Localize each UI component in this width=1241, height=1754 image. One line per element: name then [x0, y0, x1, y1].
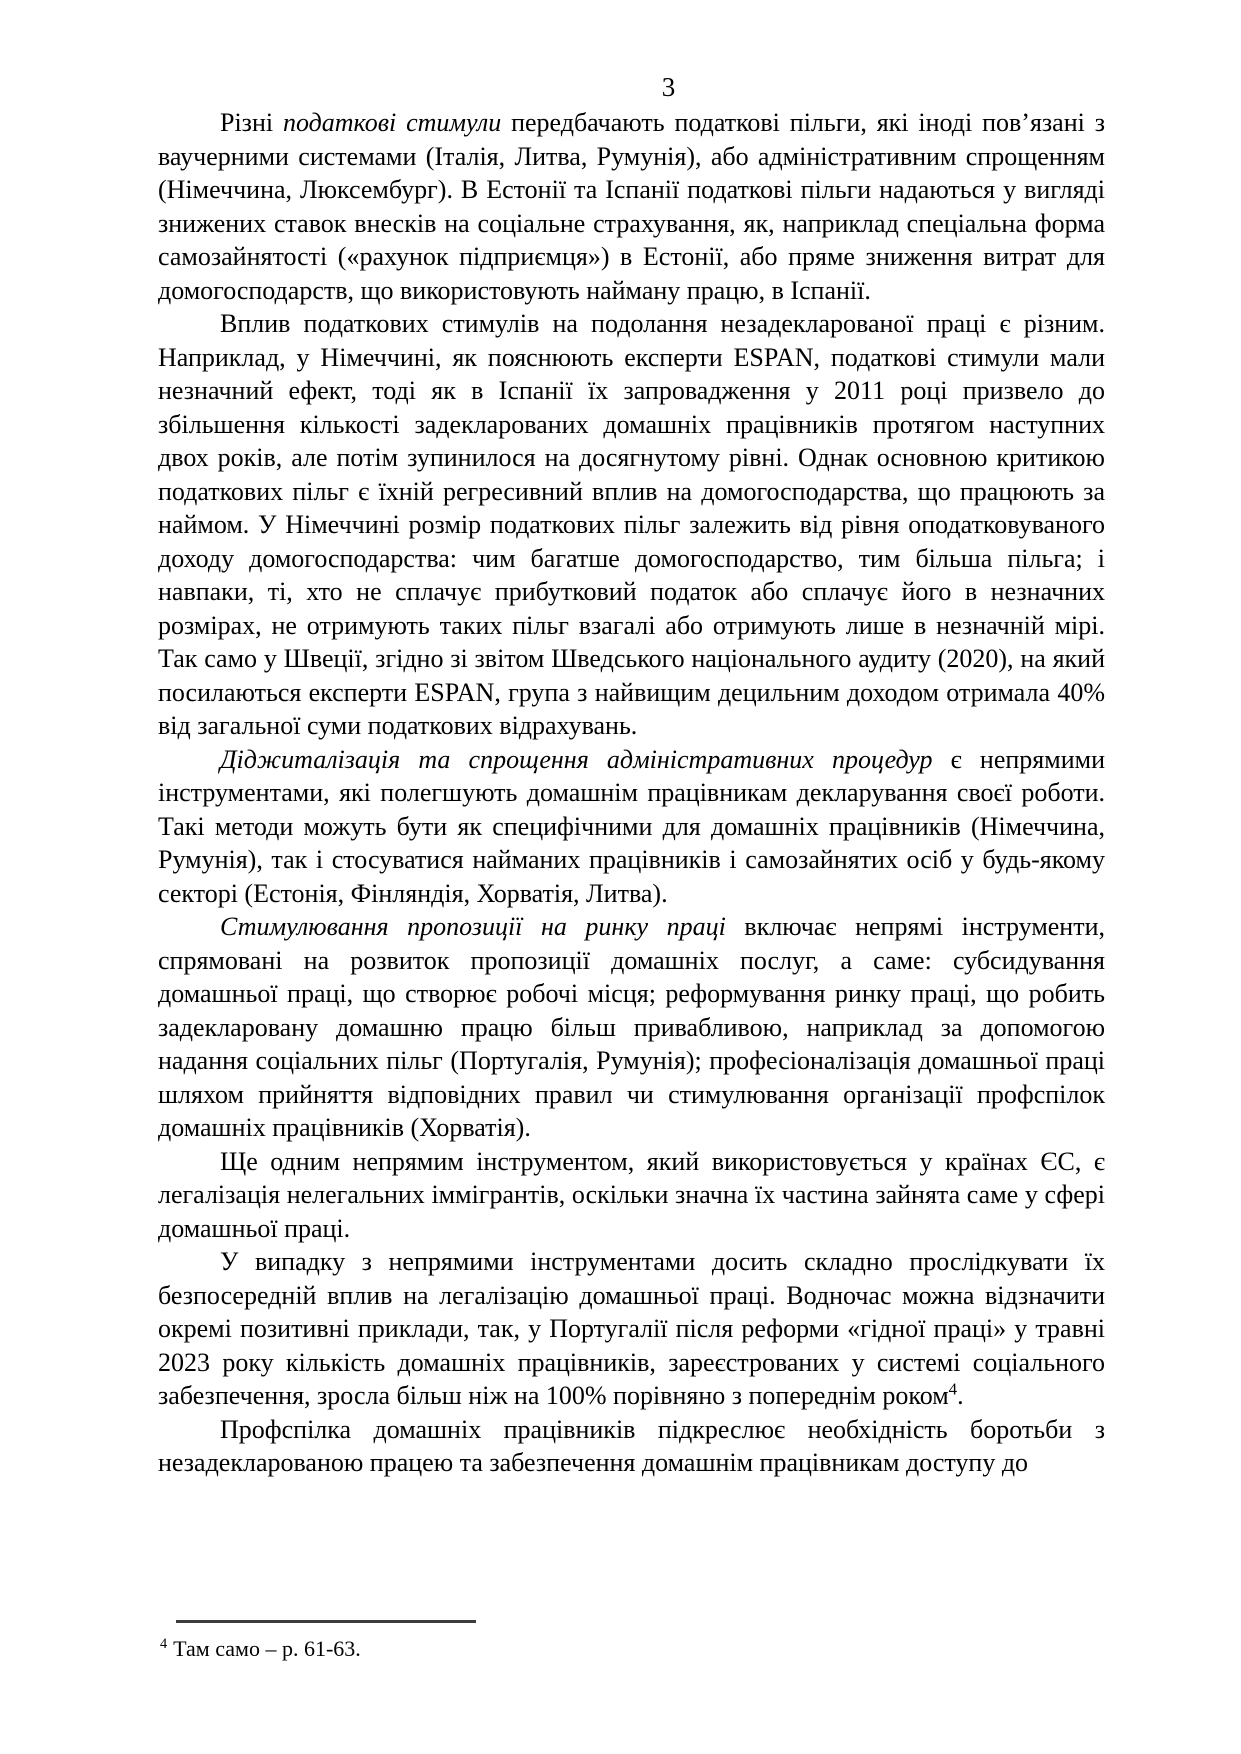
- emphasis-text: податкові стимули: [282, 108, 502, 137]
- footnote-separator: [176, 1620, 476, 1623]
- text-run: Ще одним непрямим інструментом, який використовується у країнах ЄС, є легалізація нелегальних іммігрантів, оскільки значна їх частина зайнята саме у сфері домашньої праці.: [158, 1146, 1105, 1243]
- document-body: [158, 106, 1105, 1480]
- text-run: є непрямими інструментами, які полегшують домашнім працівникам декларування своєї роботи. Такі методи можуть бути як специфічними для домашніх працівників (Німеччина, Румунія), так і стосуватися найманих працівників і самозайнятих осіб у будь-якому секторі (Естонія, Фінляндія, Хорватія, Литва).: [158, 744, 1105, 908]
- footnote-marker: 4: [160, 1635, 168, 1652]
- text-run: У випадку з непрямими інструментами досить складно прослідкувати їх безпосередній вплив на легалізацію домашньої праці. Водночас можна відзначити окремі позитивні приклади, так, у Португалії після реформи «гідної праці» у травні 2023 року кількість домашніх працівників, зареєстрованих у системі соціального забезпечення, зросла більш ніж на 100% порівняно з попереднім роком: [158, 1247, 1105, 1410]
- paragraph: [158, 1413, 1105, 1480]
- footnote-reference: 4: [948, 1379, 958, 1399]
- text-run: Різні: [220, 108, 283, 137]
- paragraph: [158, 910, 1105, 1145]
- footnote: [160, 1635, 1105, 1663]
- paragraph: [158, 106, 1105, 307]
- emphasis-text: Стимулювання пропозиції на ринку праці: [220, 912, 726, 941]
- paragraph: [158, 1145, 1105, 1246]
- footnote-text: Там само – p. 61-63.: [173, 1636, 361, 1661]
- text-run: Профспілка домашніх працівників підкреслює необхідність боротьби з незадекларованою працею та забезпечення домашнім працівникам доступу до: [158, 1414, 1105, 1477]
- footnote-area: [158, 1612, 1105, 1663]
- page-number: 3: [661, 72, 676, 102]
- paragraph: [158, 1245, 1105, 1413]
- text-run: передбачають податкові пільги, які іноді пов’язані з ваучерними системами (Італія, Литва, Румунія), або адміністративним спрощенням (Німеччина, Люксембург). В Естонії та Іспанії податкові пільги надаються у вигляді знижених ставок внесків на соціальне страхування, як, наприклад спеціальна форма самозайнятості («рахунок підприємця») в Естонії, або пряме зниження витрат для домогосподарств, що використовують найману працю, в Іспанії.: [158, 108, 1105, 305]
- text-run: .: [957, 1381, 964, 1410]
- paragraph: [158, 743, 1105, 911]
- text-run: Вплив податкових стимулів на подолання незадекларованої праці є різним. Наприклад, у Німеччині, як пояснюють експерти ESPAN, податкові стимули мали незначний ефект, тоді як в Іспанії їх запровадження у 2011 році призвело до збільшення кількості задекларованих домашніх працівників протягом наступних двох років, але потім зупинилося на досягнутому рівні. Однак основною критикою податкових пільг є їхній регресивний вплив на домогосподарства, що працюють за наймом. У Німеччині розмір податкових пільг залежить від рівня оподатковуваного доходу домогосподарства: чим багатше домогосподарство, тим більша пільга; і навпаки, ті, хто не сплачує прибутковий податок або сплачує його в незначних розмірах, не отримують таких пільг взагалі або отримують лише в незначній мірі. Так само у Швеції, згідно зі звітом Шведського національного аудиту (2020), на який посилаються експерти ESPAN, група з найвищим децильним доходом отримала 40% від загальної суми податкових відрахувань.: [158, 309, 1105, 740]
- emphasis-text: Діджиталізація та спрощення адміністративних процедур: [220, 744, 933, 774]
- paragraph: [158, 307, 1105, 743]
- text-run: включає непрямі інструменти, спрямовані на розвиток пропозиції домашніх послуг, а саме: субсидування домашньої праці, що створює робочі місця; реформування ринку праці, що робить задекларовану домашню працю більш привабливою, наприклад за допомогою надання соціальних пільг (Португалія, Румунія); професіоналізація домашньої праці шляхом прийняття відповідних правил чи стимулювання організації профспілок домашніх працівників (Хорватія).: [158, 912, 1106, 1142]
